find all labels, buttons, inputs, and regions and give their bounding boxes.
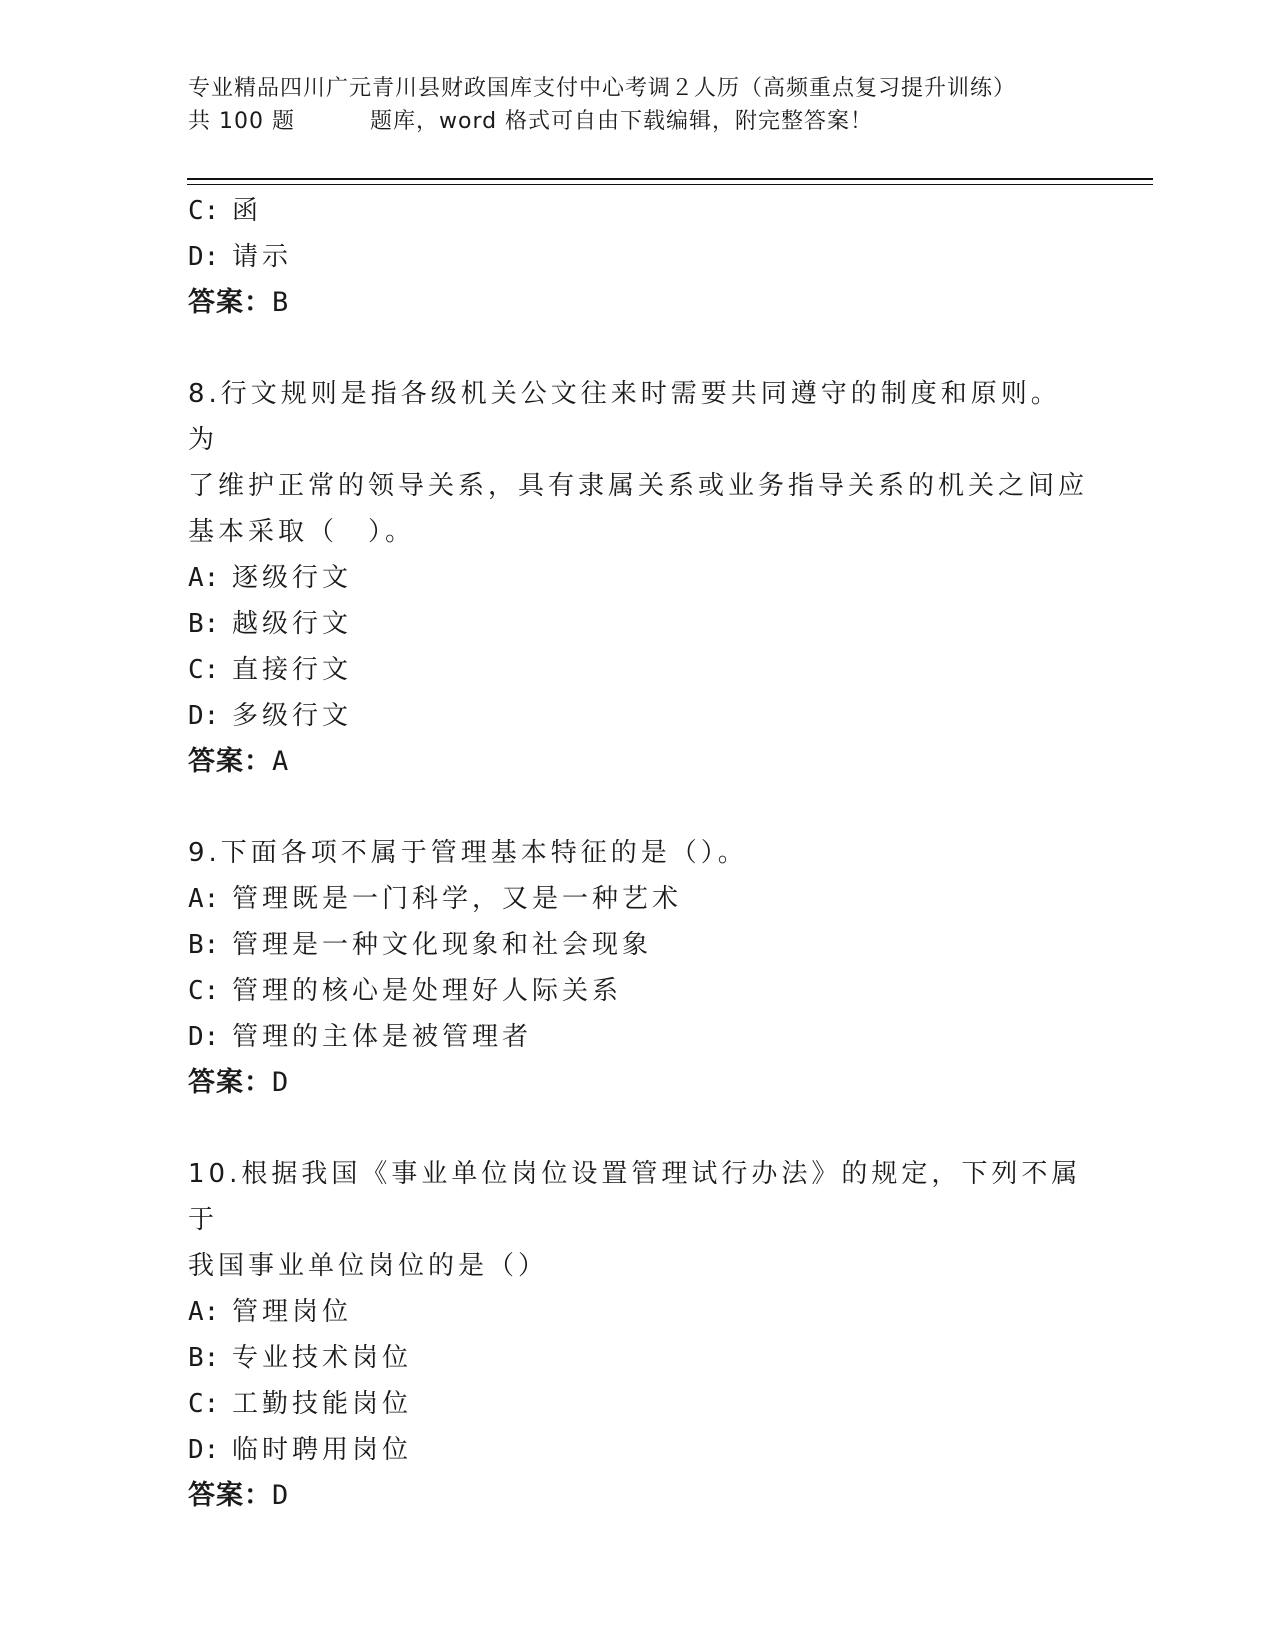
option-key: C: — [188, 1389, 220, 1419]
question-stem-line: 10.根据我国《事业单位岗位设置管理试行办法》的规定，下列不属于 — [188, 1159, 1082, 1235]
header-title-line: 专业精品四川广元青川县财政国库支付中心考调２人历（高频重点复习提升训练） — [188, 76, 1017, 101]
question-8 — [188, 371, 1088, 785]
document-body — [188, 188, 1088, 1519]
option-text: 请示 — [232, 242, 293, 272]
option-key: B: — [188, 1343, 220, 1373]
question-stem-line: 我国事业单位岗位的是（） — [188, 1251, 549, 1281]
answer-line — [188, 1473, 1088, 1519]
header-subtitle-line — [188, 105, 1148, 138]
answer-line — [188, 739, 1088, 785]
question-9 — [188, 830, 1088, 1106]
option-text: 专业技术岗位 — [232, 1343, 413, 1373]
option-key: C: — [188, 196, 220, 226]
option-d — [188, 234, 1088, 280]
answer-value: A — [272, 746, 290, 777]
option-d — [188, 1427, 1088, 1473]
answer-label: 答案： — [188, 1067, 272, 1098]
option-key: B: — [188, 930, 220, 960]
option-text: 越级行文 — [232, 609, 353, 639]
option-text: 直接行文 — [232, 655, 353, 685]
option-text: 管理的核心是处理好人际关系 — [232, 976, 623, 1006]
question-stem-line: 9.下面各项不属于管理基本特征的是（）。 — [188, 838, 748, 868]
option-key: A: — [188, 563, 220, 593]
option-text: 函 — [232, 196, 263, 226]
option-text: 多级行文 — [232, 701, 353, 731]
option-b — [188, 601, 1088, 647]
option-key: C: — [188, 976, 220, 1006]
option-key: D: — [188, 1022, 220, 1052]
header-question-count: 共 100 题 — [188, 109, 295, 134]
option-text: 管理既是一门科学，又是一种艺术 — [232, 884, 683, 914]
option-c — [188, 647, 1088, 693]
option-text: 管理是一种文化现象和社会现象 — [232, 930, 653, 960]
option-key: A: — [188, 1297, 220, 1327]
option-key: B: — [188, 609, 220, 639]
header-divider-thick — [187, 178, 1153, 180]
option-key: C: — [188, 655, 220, 685]
header-description: 题库，word 格式可自由下载编辑，附完整答案！ — [369, 109, 874, 134]
answer-value: B — [272, 287, 290, 318]
answer-value: D — [272, 1480, 290, 1511]
option-b — [188, 1335, 1088, 1381]
option-a — [188, 876, 1088, 922]
option-text: 临时聘用岗位 — [232, 1435, 413, 1465]
option-c — [188, 188, 1088, 234]
answer-line — [188, 1060, 1088, 1106]
answer-value: D — [272, 1067, 290, 1098]
option-text: 工勤技能岗位 — [232, 1389, 413, 1419]
header-divider-thin — [187, 184, 1153, 185]
option-a — [188, 555, 1088, 601]
option-key: D: — [188, 242, 220, 272]
question-7-continuation — [188, 188, 1088, 326]
question-stem-line: 8.行文规则是指各级机关公文往来时需要共同遵守的制度和原则。为 — [188, 379, 1061, 455]
question-stem-line: 基本采取（ ）。 — [188, 517, 416, 547]
question-stem-line: 了维护正常的领导关系，具有隶属关系或业务指导关系的机关之间应 — [188, 471, 1089, 501]
option-d — [188, 1014, 1088, 1060]
option-b — [188, 922, 1088, 968]
option-a — [188, 1289, 1088, 1335]
answer-label: 答案： — [188, 746, 272, 777]
question-10 — [188, 1151, 1088, 1519]
option-c — [188, 1381, 1088, 1427]
document-header — [188, 72, 1148, 138]
answer-label: 答案： — [188, 1480, 272, 1511]
answer-label: 答案： — [188, 287, 272, 318]
option-text: 管理的主体是被管理者 — [232, 1022, 533, 1052]
option-text: 逐级行文 — [232, 563, 353, 593]
option-key: D: — [188, 701, 220, 731]
option-c — [188, 968, 1088, 1014]
option-key: D: — [188, 1435, 220, 1465]
option-text: 管理岗位 — [232, 1297, 353, 1327]
option-d — [188, 693, 1088, 739]
option-key: A: — [188, 884, 220, 914]
answer-line — [188, 280, 1088, 326]
